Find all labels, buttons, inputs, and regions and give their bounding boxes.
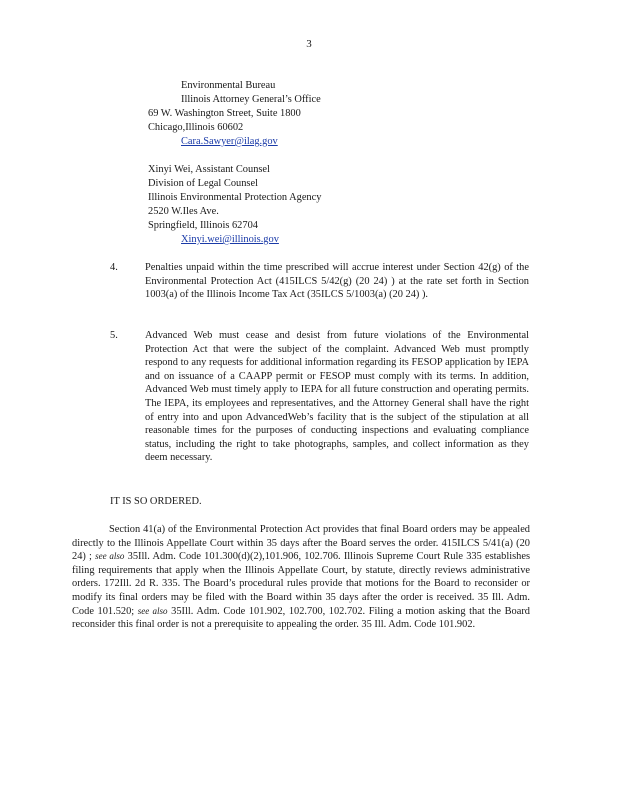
- email-link-xinyi-wei[interactable]: Xinyi.wei@illinois.gov: [181, 234, 279, 245]
- item-number-5: 5.: [110, 330, 118, 341]
- address-line: Environmental Bureau: [181, 80, 276, 91]
- address-line: Springfield, Illinois 62704: [148, 220, 258, 231]
- item-4-text: Penalties unpaid within the time prescribed will accrue interest under Section 42(g) of the Environmental Protection Act (415ILCS 5/42(g) (20 24) ) at the rate set forth in Section 1003(a) of the Illinois Income Tax Act (35ILCS 5/1003(a) (20 24) ).: [145, 262, 529, 301]
- page-number: 3: [306, 38, 312, 50]
- closing-text-part-2: 35Ill. Adm. Code 101.300(d)(2),101.906, 102.706. Illinois Supreme Court Rule 335 establishes filing requirements that apply when the Illinois Appellate Court, by statute, directly reviews administrative orders. 172Ill. 2d R. 335. The Board’s procedural rules provide that motions for the Board to reconsider or modify its final orders may be filed with the Board within 35 days after the order is received. 35 Ill. Adm. Code 101.520;: [72, 551, 530, 617]
- see-also: see also: [137, 605, 168, 616]
- address-line: Chicago,Illinois 60602: [148, 122, 244, 133]
- email-link-cara-sawyer[interactable]: Cara.Sawyer@ilag.gov: [181, 136, 278, 147]
- so-ordered: IT IS SO ORDERED.: [110, 496, 202, 507]
- item-number-4: 4.: [110, 262, 118, 273]
- item-5-text: Advanced Web must cease and desist from future violations of the Environmental Protection Act that were the subject of the complaint. Advanced Web must promptly respond to any requests for additional information regarding its FESOP application by IEPA and on issuance of a CAAPP permit or FESOP must comply with its terms. In addition, Advanced Web must timely apply to IEPA for all future construction and operating permits. The IEPA, its employees and representatives, and the Attorney General shall have the right of entry into and upon AdvancedWeb’s facility that is the subject of the stipulation at all reasonable times for the purposes of conducting inspections and evaluating compliance status, including the right to take photographs, samples, and collect information as they deem necessary.: [145, 330, 529, 464]
- address-line: Illinois Attorney General’s Office: [181, 94, 321, 105]
- address-line: 69 W. Washington Street, Suite 1800: [148, 108, 301, 119]
- address-line: Division of Legal Counsel: [148, 178, 258, 189]
- closing-text-part-3: 35Ill. Adm. Code 101.902, 102.700, 102.702. Filing a motion asking that the Board reconsider this final order is not a prerequisite to appealing the order. 35 Ill. Adm. Code 101.902.: [72, 605, 530, 631]
- closing-text-part-1: Section 41(a) of the Environmental Protection Act provides that final Board orders may be appealed directly to the Illinois Appellate Court within 35 days after the Board serves the order. 415ILCS 5/41(a) (20 24) ;: [72, 524, 530, 563]
- address-line: 2520 W.Iles Ave.: [148, 206, 219, 217]
- closing-paragraph: [72, 523, 530, 632]
- see-also: see also: [95, 551, 125, 562]
- address-line: Xinyi Wei, Assistant Counsel: [148, 164, 270, 175]
- address-line: Illinois Environmental Protection Agency: [148, 192, 322, 203]
